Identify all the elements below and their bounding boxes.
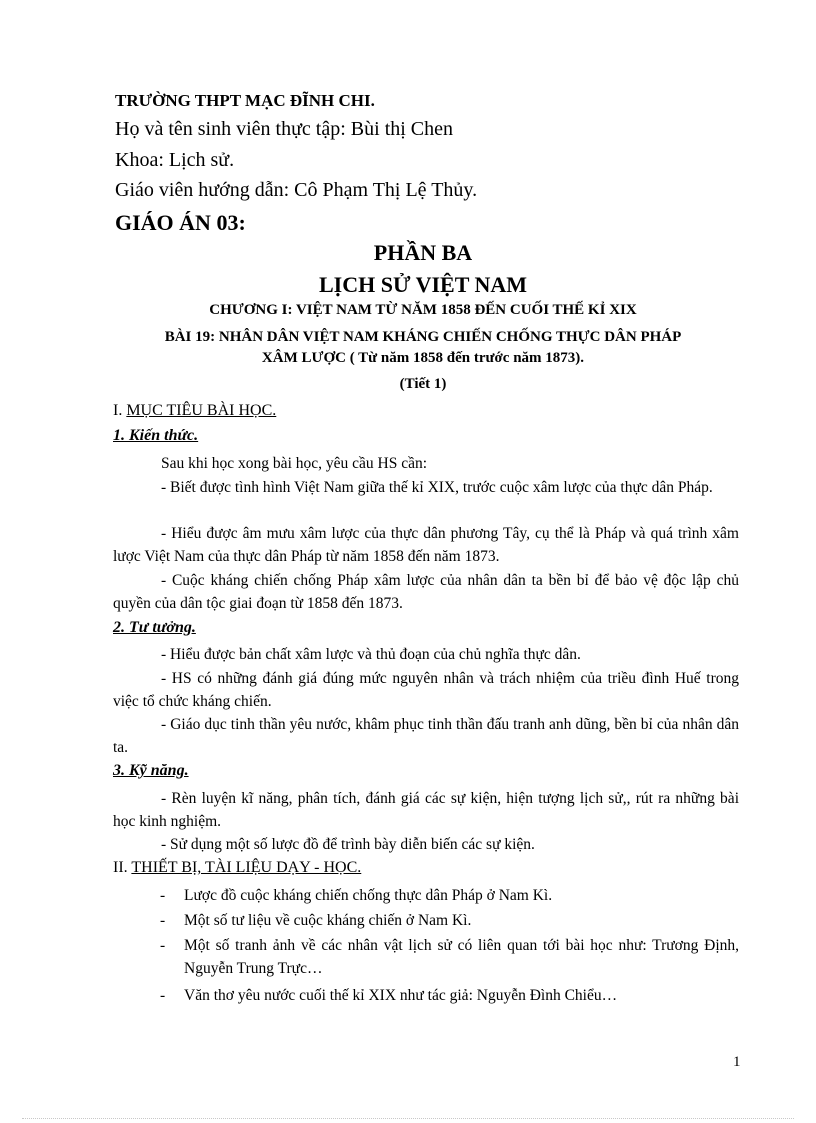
part-title: PHẦN BA bbox=[373, 240, 473, 265]
section-1-heading bbox=[113, 402, 276, 420]
knowledge-heading: 1. Kiến thức. bbox=[113, 427, 199, 444]
knowledge-item: - Hiểu được âm mưu xâm lược của thực dân phương Tây, cụ thể là Pháp và quá trình xâm lược Việt Nam của thực dân Pháp từ năm 1858 đến năm 1873. bbox=[113, 525, 739, 565]
thought-item: - HS có những đánh giá đúng mức nguyên nhân và trách nhiệm của triều đình Huế trong việc tổ chức kháng chiến. bbox=[113, 670, 739, 710]
period-label: (Tiết 1) bbox=[399, 376, 447, 392]
bullet-marker: - bbox=[160, 887, 166, 904]
equipment-item: Văn thơ yêu nước cuối thế kỉ XIX như tác giả: Nguyễn Đình Chiểu… bbox=[184, 987, 618, 1004]
section-2-title: THIẾT BỊ, TÀI LIỆU DẠY - HỌC. bbox=[131, 859, 362, 876]
faculty: Khoa: Lịch sử. bbox=[115, 149, 235, 171]
thought-heading: 2. Tư tưởng. bbox=[113, 619, 196, 636]
page-bottom-divider bbox=[22, 1118, 794, 1119]
page-number: 1 bbox=[733, 1054, 741, 1070]
lesson-title-line2: XÂM LƯỢC ( Từ năm 1858 đến trước năm 1873). bbox=[261, 350, 585, 366]
skills-heading: 3. Kỹ năng. bbox=[113, 762, 189, 779]
thought-item: - Hiểu được bản chất xâm lược và thủ đoạn của chủ nghĩa thực dân. bbox=[161, 646, 581, 663]
knowledge-item: - Biết được tình hình Việt Nam giữa thế kỉ XIX, trước cuộc xâm lược của thực dân Pháp. bbox=[161, 479, 713, 496]
section-1-title: MỤC TIÊU BÀI HỌC. bbox=[126, 402, 277, 419]
equipment-item: Lược đồ cuộc kháng chiến chống thực dân Pháp ở Nam Kì. bbox=[184, 887, 553, 904]
equipment-item: Một số tranh ảnh về các nhân vật lịch sử có liên quan tới bài học như: Trương Định, Nguyễn Trung Trực… bbox=[184, 937, 739, 977]
bullet-marker: - bbox=[160, 987, 166, 1004]
lesson-plan-number: GIÁO ÁN 03: bbox=[115, 210, 246, 235]
bullet-marker: - bbox=[160, 912, 166, 929]
section-1-number: I. bbox=[113, 402, 127, 419]
lesson-title-line1: BÀI 19: NHÂN DÂN VIỆT NAM KHÁNG CHIẾN CHỐNG THỰC DÂN PHÁP bbox=[164, 329, 682, 345]
student-name: Họ và tên sinh viên thực tập: Bùi thị Chen bbox=[115, 118, 454, 140]
chapter-title: CHƯƠNG I: VIỆT NAM TỪ NĂM 1858 ĐẾN CUỐI THẾ KỈ XIX bbox=[209, 302, 637, 318]
skills-item: - Rèn luyện kĩ năng, phân tích, đánh giá các sự kiện, hiện tượng lịch sử,, rút ra những bài học kinh nghiệm. bbox=[113, 790, 739, 830]
school-name: TRƯỜNG THPT MẠC ĐĨNH CHI. bbox=[115, 91, 375, 110]
section-2-number: II. bbox=[113, 859, 132, 876]
supervisor: Giáo viên hướng dẫn: Cô Phạm Thị Lệ Thủy. bbox=[115, 179, 478, 201]
history-title: LỊCH SỬ VIỆT NAM bbox=[318, 272, 528, 297]
bullet-marker: - bbox=[160, 937, 166, 954]
section-2-heading bbox=[113, 859, 361, 877]
equipment-item: Một số tư liệu về cuộc kháng chiến ở Nam Kì. bbox=[184, 912, 472, 929]
skills-item: - Sử dụng một số lược đồ để trình bày diễn biến các sự kiện. bbox=[161, 836, 535, 853]
knowledge-item: - Cuộc kháng chiến chống Pháp xâm lược của nhân dân ta bền bỉ để bảo vệ độc lập chủ quyền của dân tộc giai đoạn từ 1858 đến 1873. bbox=[113, 572, 739, 612]
knowledge-intro: Sau khi học xong bài học, yêu cầu HS cần: bbox=[161, 455, 428, 472]
thought-item: - Giáo dục tinh thần yêu nước, khâm phục tinh thần đấu tranh anh dũng, bền bỉ của nhân dân ta. bbox=[113, 716, 739, 756]
